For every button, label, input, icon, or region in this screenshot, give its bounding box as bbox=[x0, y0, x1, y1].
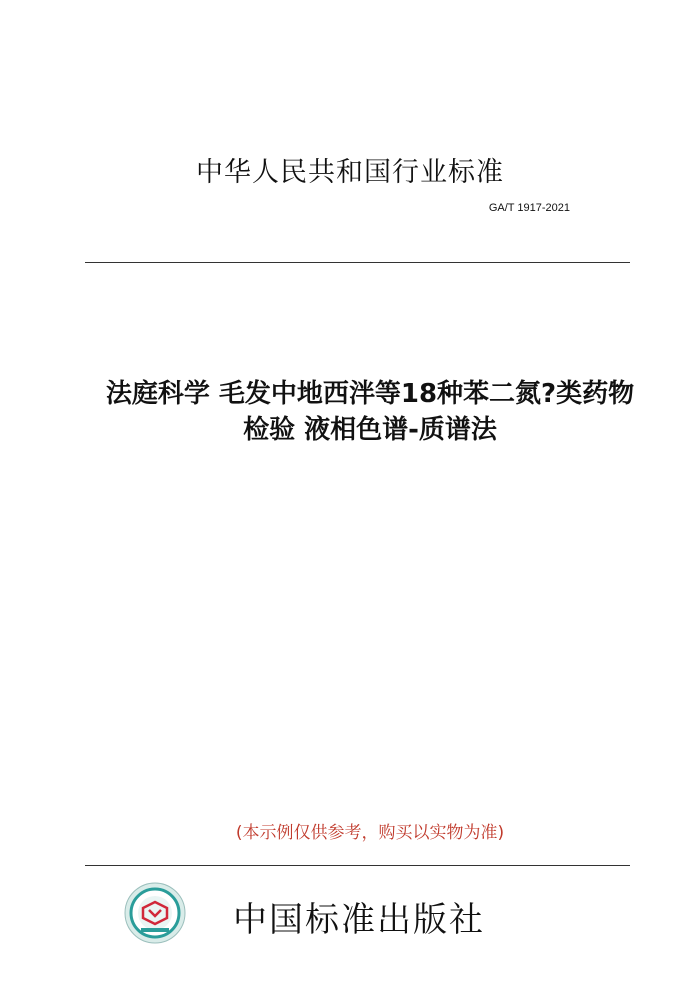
reference-notice: (本示例仅供参考，购买以实物为准) bbox=[235, 823, 505, 843]
document-title-line-1: 法庭科学 毛发中地西泮等18种苯二氮?类药物 bbox=[105, 379, 635, 409]
standard-code: GA/T 1917-2021 bbox=[488, 202, 570, 214]
publisher-name: 中国标准出版社 bbox=[233, 900, 485, 940]
bottom-divider bbox=[85, 865, 630, 866]
document-title bbox=[40, 376, 700, 448]
document-title-line-2: 检验 液相色谱-质谱法 bbox=[243, 415, 497, 445]
issuing-authority-title: 中华人民共和国行业标准 bbox=[196, 157, 504, 188]
top-divider bbox=[85, 262, 630, 263]
publisher-seal-icon bbox=[124, 882, 186, 944]
